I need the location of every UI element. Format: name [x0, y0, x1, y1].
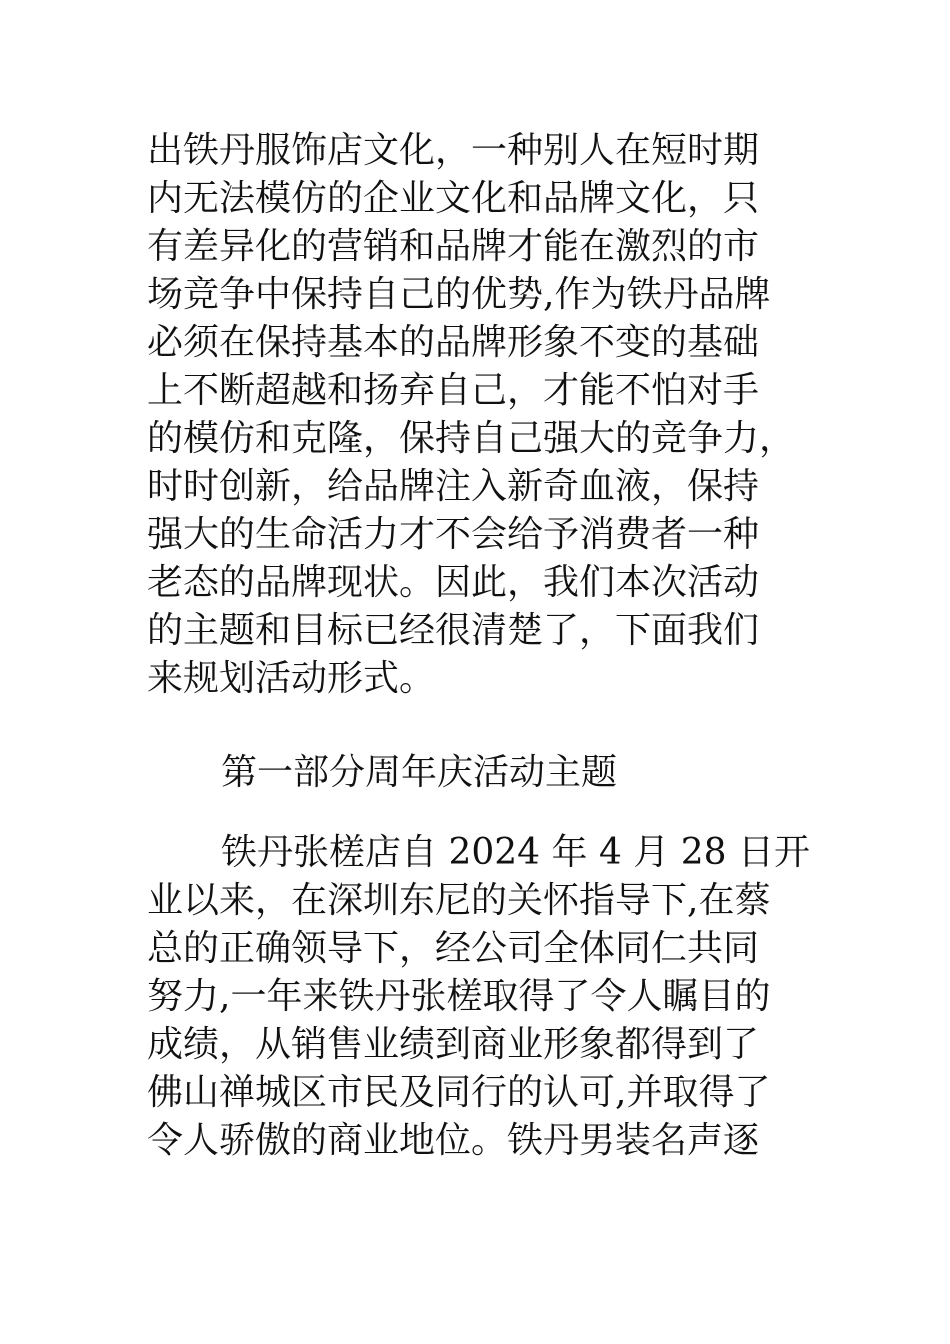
paragraph-line: 老态的品牌现状。因此，我们本次活动	[147, 562, 760, 603]
section-heading-text: 第一部分周年庆活动主题	[221, 752, 618, 793]
paragraph-line: 场竞争中保持自己的优势,作为铁丹品牌	[147, 274, 771, 315]
paragraph-line: 上不断超越和扬弃自己，才能不怕对手	[147, 370, 760, 411]
paragraph-line: 努力,一年来铁丹张槎取得了令人瞩目的	[147, 976, 771, 1017]
paragraph-line: 业以来，在深圳东尼的关怀指导下,在蔡	[147, 880, 771, 921]
section-heading	[147, 749, 827, 797]
paragraph-line: 出铁丹服饰店文化，一种别人在短时期	[147, 130, 760, 171]
paragraph-line: 总的正确领导下，经公司全体同仁共同	[147, 928, 760, 969]
paragraph-line: 内无法模仿的企业文化和品牌文化，只	[147, 178, 760, 219]
paragraph-line: 有差异化的营销和品牌才能在激烈的市	[147, 226, 760, 267]
paragraph-line: 时时创新，给品牌注入新奇血液，保持	[147, 466, 760, 507]
paragraph-line: 的主题和目标已经很清楚了，下面我们	[147, 610, 760, 651]
body-paragraph	[147, 127, 827, 703]
paragraph-line: 佛山禅城区市民及同行的认可,并取得了	[147, 1072, 771, 1113]
paragraph-line: 强大的生命活力才不会给予消费者一种	[147, 514, 760, 555]
paragraph-line: 铁丹张槎店自 2024 年 4 月 28 日开	[221, 832, 810, 873]
paragraph-line: 必须在保持基本的品牌形象不变的基础	[147, 322, 760, 363]
paragraph-line: 来规划活动形式。	[147, 658, 436, 699]
paragraph-line: 的模仿和克隆，保持自己强大的竞争力，	[147, 418, 796, 459]
body-paragraph	[147, 829, 827, 1165]
paragraph-line: 成绩，从销售业绩到商业形象都得到了	[147, 1024, 760, 1065]
paragraph-line: 令人骄傲的商业地位。铁丹男装名声逐	[147, 1120, 760, 1161]
